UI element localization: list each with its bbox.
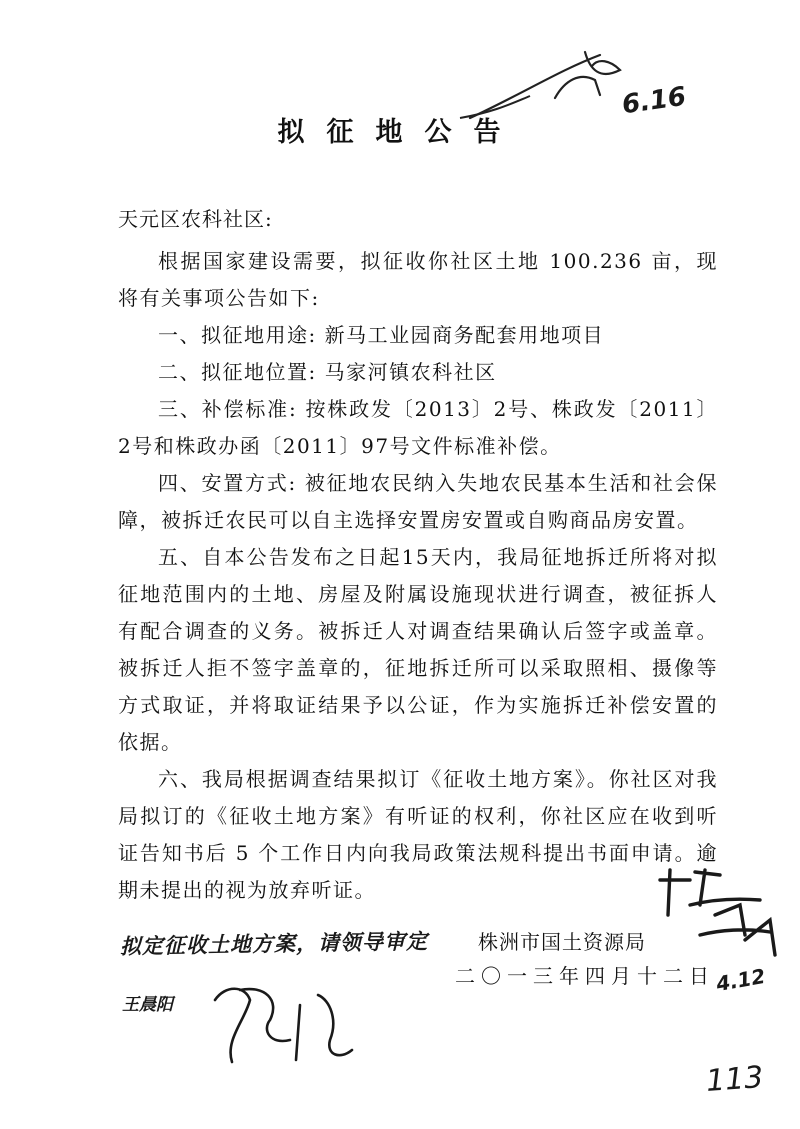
- handwritten-name: 王晨阳: [122, 995, 173, 1015]
- paragraph-investigation: 五、自本公告发布之日起15天内，我局征地拆迁所将对拟征地范围内的土地、房屋及附属设施现状进行调查，被征拆人有配合调查的义务。被拆迁人对调查结果确认后签字或盖章。被拆迁人拒不签字盖章的，征地拆迁所可以采取照相、摄像等方式取证，并将取证结果予以公证，作为实施拆迁补偿安置的依据。: [118, 545, 718, 754]
- paragraph-compensation: 三、补偿标准: 按株政发〔2013〕2号、株政发〔2011〕2号和株政办函〔2011〕97号文件标准补偿。: [118, 397, 718, 458]
- top-signature-stroke: [470, 52, 620, 118]
- signature-organization: 株洲市国土资源局: [478, 930, 646, 954]
- paragraph-usage: 一、拟征地用途: 新马工业园商务配套用地项目: [158, 323, 605, 347]
- document-title: 拟征地公告: [277, 117, 523, 148]
- signature-date: 二〇一三年四月十二日: [455, 964, 715, 988]
- notice-body: [118, 243, 718, 909]
- paragraph-hearing: 六、我局根据调查结果拟订《征收土地方案》。你社区对我局拟订的《征收土地方案》有听证的权利，你社区应在收到听证告知书后 5 个工作日内向我局政策法规科提出书面申请。逾期未提出的视为放弃听证。: [118, 767, 718, 902]
- handwritten-date-top: 6.16: [620, 81, 688, 121]
- bottom-signature-stroke: [215, 989, 352, 1062]
- paragraph-resettlement: 四、安置方式: 被征地农民纳入失地农民基本生活和社会保障，被拆迁农民可以自主选择安置房安置或自购商品房安置。: [118, 471, 718, 532]
- addressee: 天元区农科社区:: [118, 207, 273, 231]
- paragraph-intro: 根据国家建设需要，拟征收你社区土地 100.236 亩，现将有关事项公告如下:: [118, 249, 718, 310]
- paragraph-location: 二、拟征地位置: 马家河镇农科社区: [158, 360, 497, 384]
- handwritten-page-number: 113: [704, 1060, 765, 1099]
- handwritten-note: 拟定征收土地方案，请领导审定: [119, 929, 429, 959]
- handwritten-date-right: 4.12: [714, 963, 768, 997]
